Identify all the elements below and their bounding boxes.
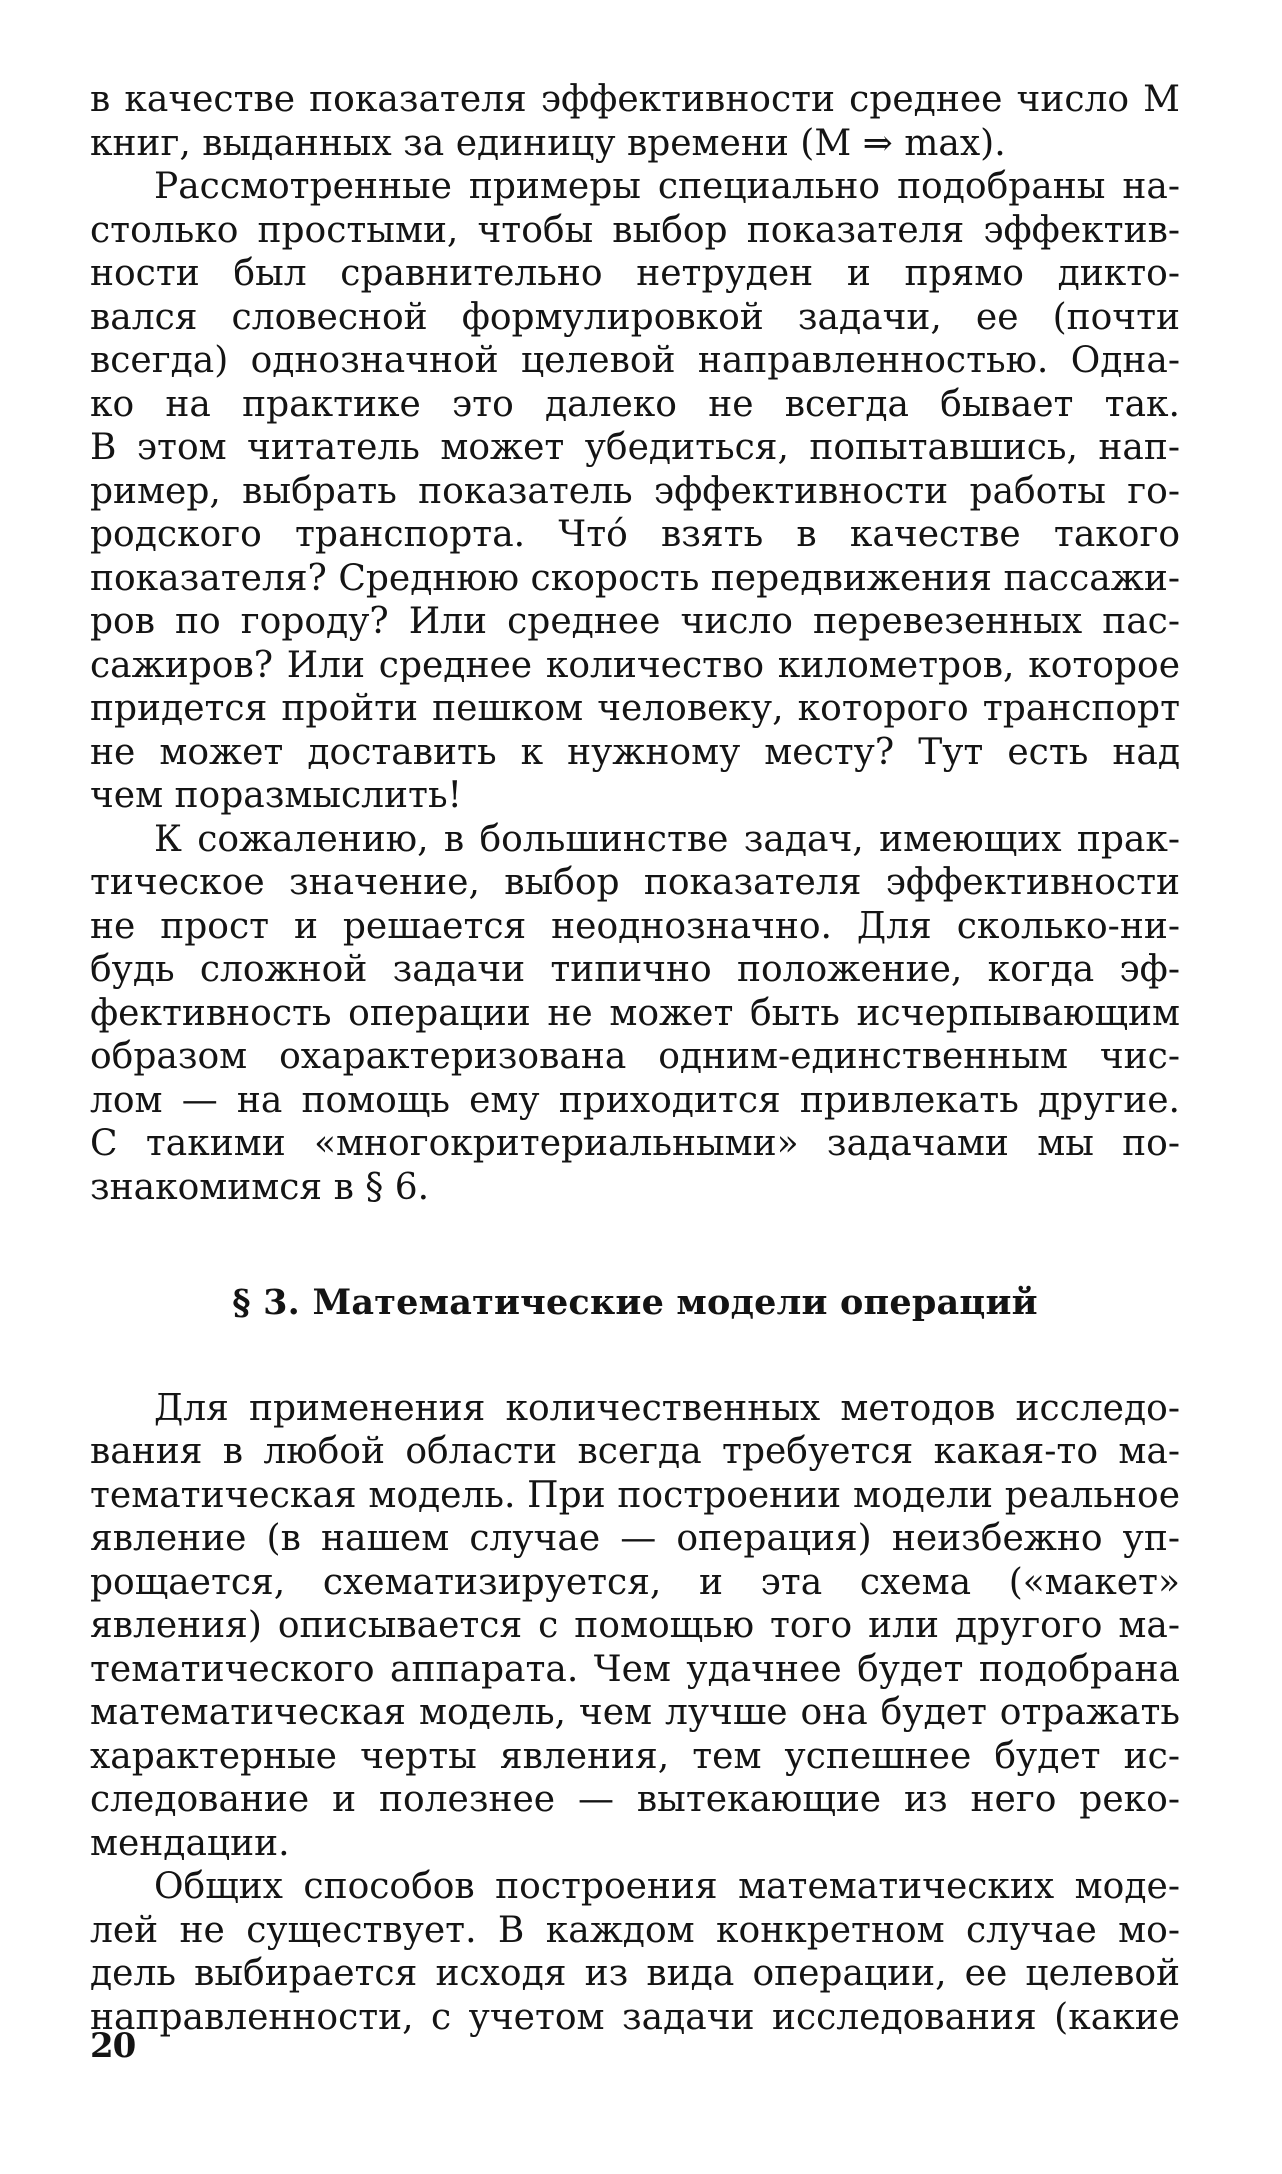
text-line: ров по городу? Или среднее число перевезенных пас- <box>90 601 1180 642</box>
paragraph-4 <box>90 1387 1180 1866</box>
text-line: ко на практике это далеко не всегда бывает так. <box>90 383 1180 425</box>
paragraph-3 <box>90 818 1180 1210</box>
text-line: сажиров? Или среднее количество километров, которое <box>90 644 1180 686</box>
text-line: Для применения количественных методов исследо- <box>154 1387 1180 1429</box>
text-line: не может доставить к нужному месту? Тут есть над <box>90 731 1180 773</box>
text-line: математическая модель, чем лучше она будет отражать <box>90 1692 1180 1733</box>
text-line: тематического аппарата. Чем удачнее будет подобрана <box>90 1648 1180 1690</box>
text-line: образом охарактеризована одним-единственным чис- <box>90 1036 1180 1077</box>
text-line: вания в любой области всегда требуется какая-то ма- <box>90 1431 1180 1472</box>
paragraph-5 <box>90 1865 1180 2039</box>
text-line: придется пройти пешком человеку, которого транспорт <box>90 688 1180 729</box>
text-line: ности был сравнительно нетруден и прямо дикто- <box>90 253 1180 294</box>
paragraph-2 <box>90 165 1180 818</box>
text-line: книг, выданных за единицу времени (M ⇒ max). <box>90 122 1006 164</box>
text-line: явление (в нашем случае — операция) неизбежно уп- <box>90 1518 1180 1559</box>
text-line: показателя? Среднюю скорость передвижения пассажи- <box>90 557 1180 599</box>
text-line: В этом читатель может убедиться, попытавшись, нап- <box>90 427 1180 468</box>
text-line: столько простыми, чтобы выбор показателя эффектив- <box>90 209 1180 251</box>
text-line: рощается, схематизируется, и эта схема («макет» <box>90 1561 1180 1603</box>
text-line: всегда) однозначной целевой направленностью. Одна- <box>90 340 1180 381</box>
text-line: фективность операции не может быть исчерпывающим <box>90 992 1180 1034</box>
section-heading: § 3. Математические модели операций <box>232 1282 1038 1323</box>
text-line: Рассмотренные примеры специально подобраны на- <box>154 166 1180 207</box>
text-line: следование и полезнее — вытекающие из него реко- <box>90 1779 1180 1820</box>
page-body <box>90 78 1180 2039</box>
text-line: чем поразмыслить! <box>90 775 463 816</box>
text-line: дель выбирается исходя из вида операции, ее целевой <box>90 1953 1180 1994</box>
text-line: тическое значение, выбор показателя эффективности <box>90 862 1180 903</box>
text-line: Общих способов построения математических моде- <box>154 1866 1180 1907</box>
text-line: родского транспорта. Чтó взять в качестве такого <box>90 514 1180 555</box>
text-line: ример, выбрать показатель эффективности работы го- <box>90 470 1180 512</box>
text-line: вался словесной формулировкой задачи, ее (почти <box>90 296 1180 338</box>
text-line: в качестве показателя эффективности среднее число M <box>90 79 1180 120</box>
text-line: лом — на помощь ему приходится привлекать другие. <box>90 1079 1180 1121</box>
text-line: характерные черты явления, тем успешнее будет ис- <box>90 1735 1180 1777</box>
text-line: направленности, с учетом задачи исследования (какие <box>90 1996 1180 2038</box>
text-line: тематическая модель. При построении модели реальное <box>90 1474 1180 1516</box>
text-line: явления) описывается с помощью того или другого ма- <box>90 1605 1180 1646</box>
text-line: будь сложной задачи типично положение, когда эф- <box>90 949 1180 990</box>
page-number: 20 <box>90 2026 136 2066</box>
text-line: С такими «многокритериальными» задачами мы по- <box>90 1123 1180 1164</box>
text-line: лей не существует. В каждом конкретном случае мо- <box>90 1909 1180 1951</box>
paragraph-1 <box>90 78 1180 165</box>
text-line: не прост и решается неоднозначно. Для сколько-ни- <box>90 905 1180 947</box>
text-line: К сожалению, в большинстве задач, имеющих прак- <box>154 818 1180 860</box>
text-line: мендации. <box>90 1822 290 1864</box>
text-line: знакомимся в § 6. <box>90 1166 430 1208</box>
